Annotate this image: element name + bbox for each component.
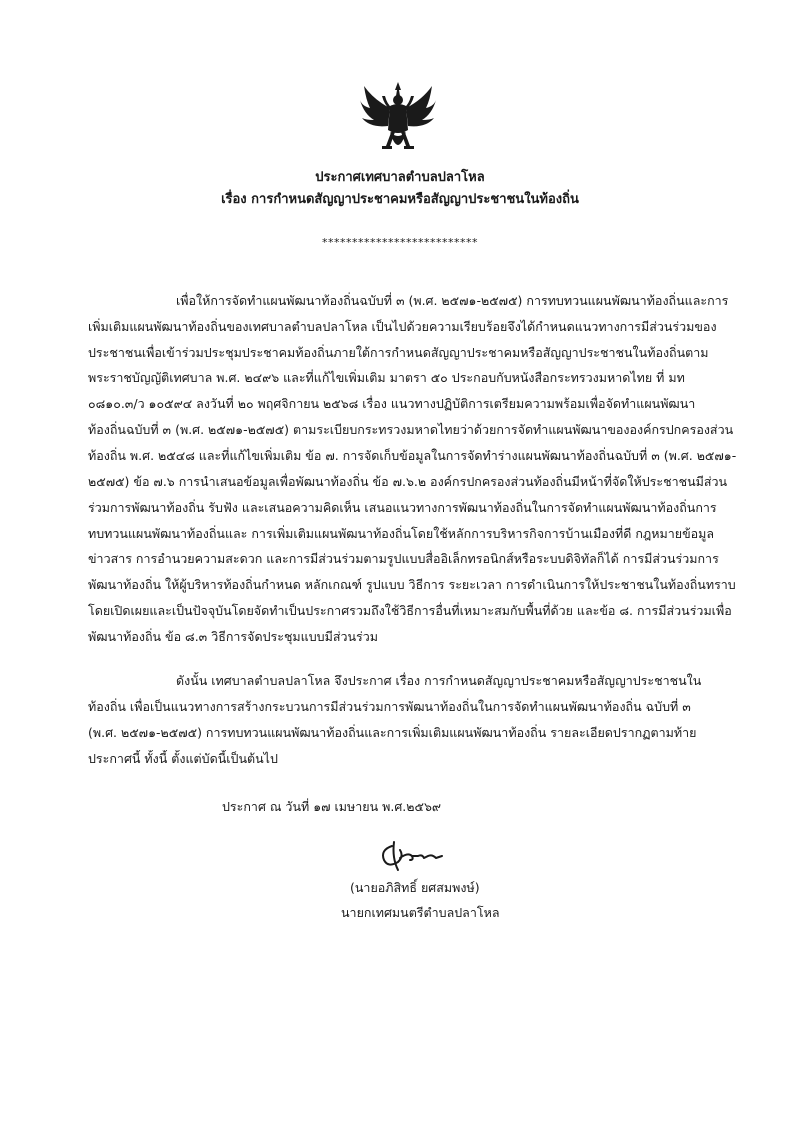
paragraph-line: โดยเปิดเผยและเป็นปัจจุบันโดยจัดทำเป็นประกาศรวมถึงใช้วิธีการอื่นที่เหมาะสมกับพื้นที่ด้วย และข้อ ๘. การมีส่วนร่วมเพื่อ — [88, 603, 732, 618]
paragraph-line: ร่วมการพัฒนาท้องถิ่น รับฟัง และเสนอความคิดเห็น เสนอแนวทางการพัฒนาท้องถิ่นในการจัดทำแผนพัฒนาท้องถิ่นการ — [88, 500, 717, 515]
paragraph-line: ประชาชนเพื่อเข้าร่วมประชุมประชาคมท้องถิ่นภายใต้การกำหนดสัญญาประชาคมหรือสัญญาประชาชนในท้องถิ่นตาม — [88, 345, 709, 360]
announcement-subject: เรื่อง การกำหนดสัญญาประชาคมหรือสัญญาประชาชนในท้องถิ่น — [221, 192, 579, 207]
announcement-date: ประกาศ ณ วันที่ ๑๗ เมษายน พ.ศ.๒๕๖๙ — [222, 799, 442, 814]
paragraph-line: ท้องถิ่น เพื่อเป็นแนวทางการสร้างกระบวนการมีส่วนร่วมการพัฒนาท้องถิ่นในการจัดทำแผนพัฒนาท้องถิ่น ฉบับที่ ๓ — [88, 699, 691, 714]
handwritten-signature — [378, 838, 448, 874]
paragraph-line: ข่าวสาร การอำนวยความสะดวก และการมีส่วนร่วมตามรูปแบบสื่ออิเล็กทรอนิกส์หรือระบบดิจิทัลก็ได้ การมีส่วนร่วมการ — [88, 551, 719, 566]
paragraph-line: ดังนั้น เทศบาลตำบลปลาโหล จึงประกาศ เรื่อง การกำหนดสัญญาประชาคมหรือสัญญาประชาชนใน — [176, 673, 702, 688]
signer-name: (นายอภิสิทธิ์ ยศสมพงษ์) — [350, 880, 480, 895]
paragraph-line: (พ.ศ. ๒๕๗๑-๒๕๗๕) การทบทวนแผนพัฒนาท้องถิ่นและการเพิ่มเติมแผนพัฒนาท้องถิ่น รายละเอียดปรากฏตามท้าย — [88, 725, 697, 740]
paragraph-line: ๒๕๗๕) ข้อ ๗.๖ การนำเสนอข้อมูลเพื่อพัฒนาท้องถิ่น ข้อ ๗.๖.๒ องค์กรปกครองส่วนท้องถิ่นมีหน้าที่จัดให้ประชาชนมีส่วน — [88, 474, 728, 489]
announcement-title: ประกาศเทศบาลตำบลปลาโหล — [315, 170, 485, 185]
paragraph-line: เพิ่มเติมแผนพัฒนาท้องถิ่นของเทศบาลตำบลปลาโหล เป็นไปด้วยความเรียบร้อยจึงได้กำหนดแนวทางการมีส่วนร่วมของ — [88, 319, 717, 334]
paragraph-line: ท้องถิ่นฉบับที่ ๓ (พ.ศ. ๒๕๗๑-๒๕๗๕) ตามระเบียบกระทรวงมหาดไทยว่าด้วยการจัดทำแผนพัฒนาขององค์กรปกครองส่วน — [88, 422, 734, 437]
paragraph-line: พระราชบัญญัติเทศบาล พ.ศ. ๒๔๙๖ และที่แก้ไขเพิ่มเติม มาตรา ๕๐ ประกอบกับหนังสือกระทรวงมหาดไทย ที่ มท — [88, 370, 685, 385]
paragraph-line: ๐๘๑๐.๓/ว ๑๐๕๙๔ ลงวันที่ ๒๐ พฤศจิกายน ๒๕๖๘ เรื่อง แนวทางปฏิบัติการเตรียมความพร้อมเพื่อจัดทำแผนพัฒนา — [88, 396, 696, 411]
paragraph-line: ทบทวนแผนพัฒนาท้องถิ่นและ การเพิ่มเติมแผนพัฒนาท้องถิ่นโดยใช้หลักการบริหารกิจการบ้านเมืองที่ดี กฎหมายข้อมูล — [88, 526, 715, 541]
paragraph-line: เพื่อให้การจัดทำแผนพัฒนาท้องถิ่นฉบับที่ ๓ (พ.ศ. ๒๕๗๑-๒๕๗๕) การทบทวนแผนพัฒนาท้องถิ่นและการ — [176, 293, 729, 308]
separator-line: ************************** — [322, 236, 478, 249]
paragraph-line: พัฒนาท้องถิ่น ข้อ ๘.๓ วิธีการจัดประชุมแบบมีส่วนร่วม — [88, 629, 379, 644]
garuda-emblem-icon — [360, 80, 436, 158]
paragraph-line: ประกาศนี้ ทั้งนี้ ตั้งแต่บัดนี้เป็นต้นไป — [88, 751, 278, 766]
signer-position: นายกเทศมนตรีตำบลปลาโหล — [341, 905, 500, 920]
paragraph-line: ท้องถิ่น พ.ศ. ๒๕๔๘ และที่แก้ไขเพิ่มเติม ข้อ ๗. การจัดเก็บข้อมูลในการจัดทำร่างแผนพัฒนาท้องถิ่นฉบับที่ ๓ (พ.ศ. ๒๕๗๑- — [88, 448, 737, 463]
paragraph-line: พัฒนาท้องถิ่น ให้ผู้บริหารท้องถิ่นกำหนด หลักเกณฑ์ รูปแบบ วิธีการ ระยะเวลา การดำเนินการให้ประชาชนในท้องถิ่นทราบ — [88, 577, 736, 592]
